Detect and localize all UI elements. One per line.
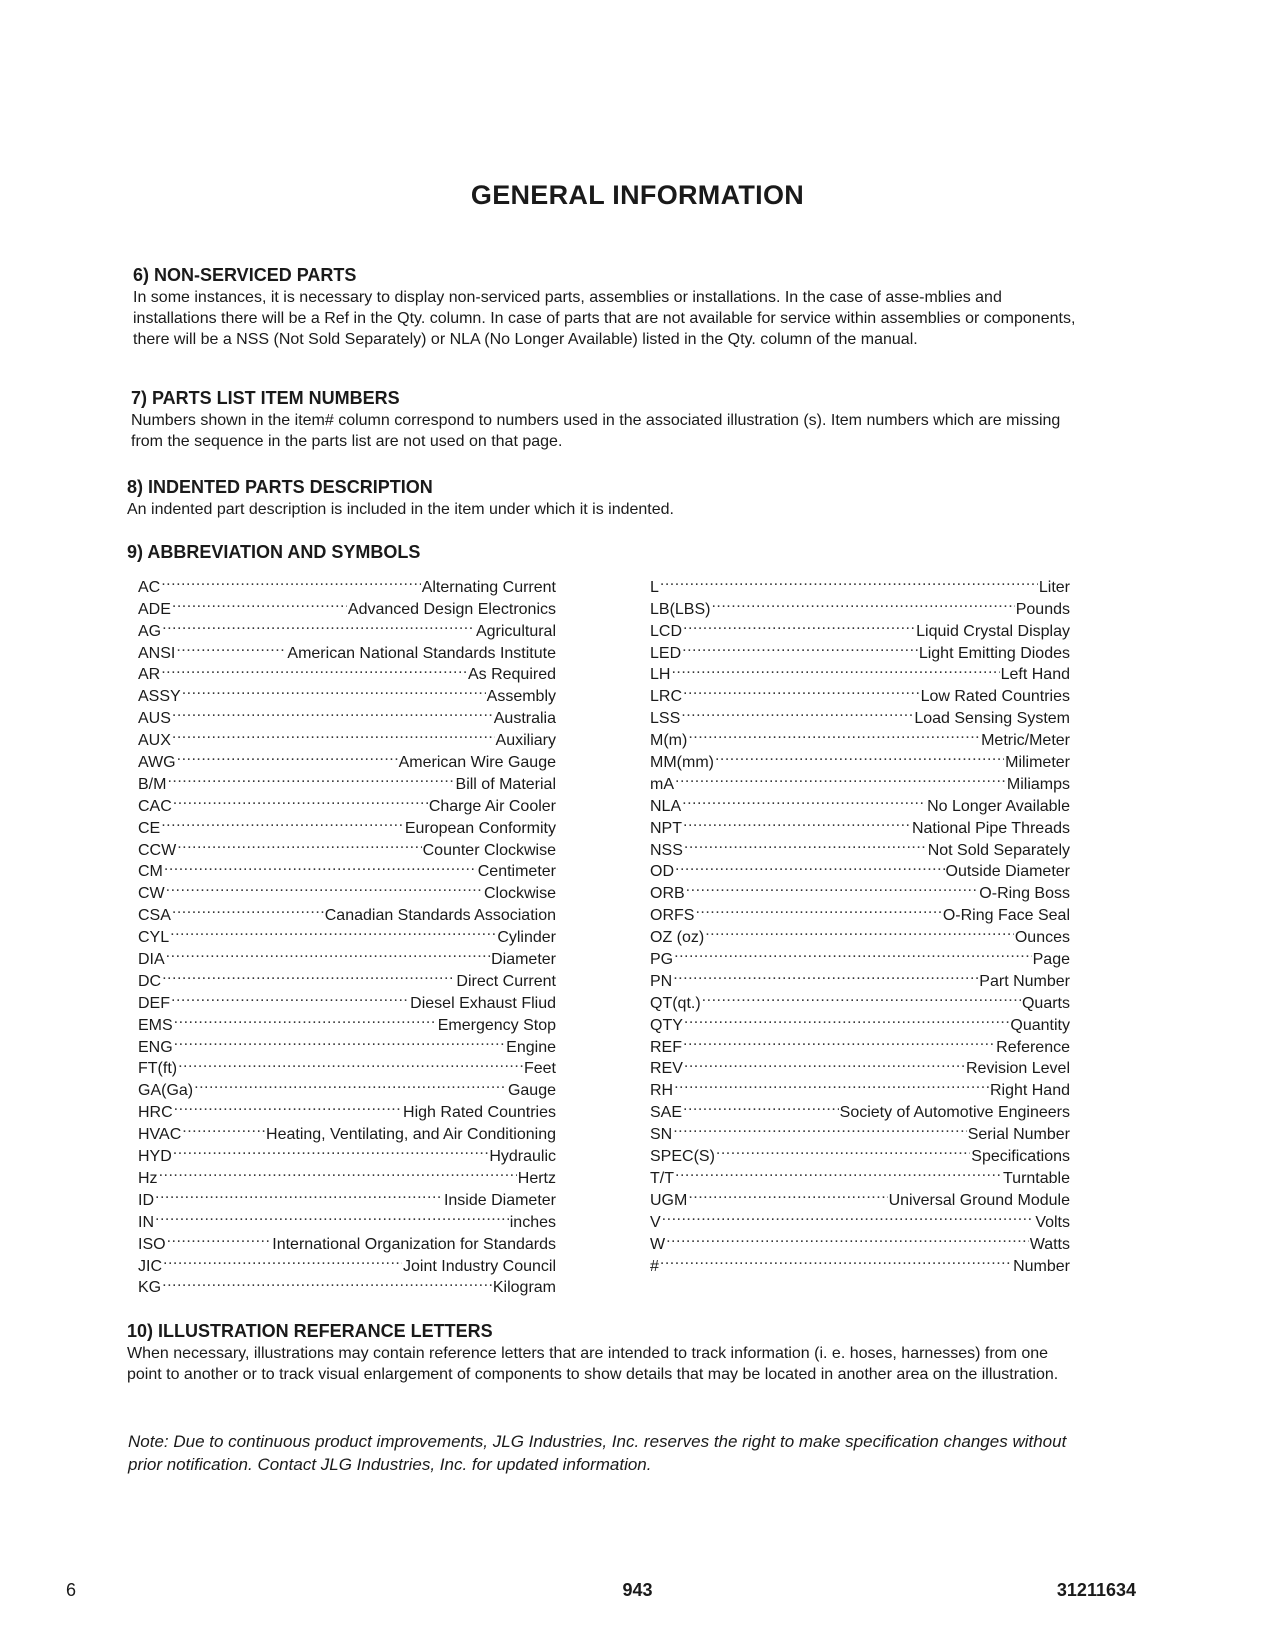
dot-leader	[167, 767, 454, 789]
abbreviation-term: EMS	[138, 1016, 173, 1034]
abbreviation-term: ID	[138, 1191, 154, 1209]
abbreviation-row	[650, 592, 1070, 618]
section-text: When necessary, illustrations may contain reference letters that are intended to track information (i. e. hoses, harnesses) from one point to another or to track visual enlargement of components to show details that may be located in another area on the illustration.	[127, 1345, 1059, 1383]
abbreviation-meaning: Right Hand	[989, 1082, 1070, 1100]
abbreviation-term: LED	[650, 644, 682, 662]
abbreviation-row	[138, 723, 556, 750]
dot-leader	[660, 570, 1038, 592]
abbreviation-meaning: Ounces	[1014, 929, 1070, 947]
dot-leader	[174, 1008, 437, 1030]
dot-leader	[688, 723, 980, 745]
dot-leader	[174, 1095, 402, 1117]
abbreviation-term: CSA	[138, 907, 171, 925]
abbreviation-term: DEF	[138, 994, 170, 1012]
abbreviation-term: LB(LBS)	[650, 600, 711, 618]
abbreviation-meaning: European Conformity	[404, 819, 556, 837]
abbreviation-meaning: Counter Clockwise	[422, 841, 556, 859]
abbreviation-row	[650, 1227, 1070, 1253]
dot-leader	[683, 811, 911, 833]
dot-leader	[662, 1205, 1035, 1227]
dot-leader	[702, 986, 1021, 1008]
abbreviation-meaning: Centimeter	[477, 863, 556, 881]
abbreviation-meaning: Miliamps	[1006, 775, 1070, 793]
abbreviation-meaning: Agricultural	[475, 622, 556, 640]
abbreviation-meaning: Pounds	[1015, 600, 1070, 618]
dot-leader	[162, 614, 475, 636]
abbreviation-term: SAE	[650, 1104, 683, 1122]
dot-leader	[675, 1161, 1002, 1183]
abbreviation-meaning: Assembly	[486, 688, 556, 706]
dot-leader	[683, 679, 920, 701]
abbreviation-meaning: National Pipe Threads	[911, 819, 1070, 837]
abbreviation-row	[138, 1095, 556, 1122]
dot-leader	[681, 701, 913, 723]
dot-leader	[686, 876, 979, 898]
abbreviation-meaning: International Organization for Standards	[272, 1235, 556, 1253]
abbreviation-term: IN	[138, 1213, 154, 1231]
section-heading: 10) ILLUSTRATION REFERANCE LETTERS	[127, 1321, 493, 1341]
abbreviation-term: #	[650, 1257, 659, 1275]
dot-leader	[174, 1030, 506, 1052]
abbreviation-meaning: As Required	[467, 666, 556, 684]
abbreviation-meaning: inches	[509, 1213, 556, 1231]
abbreviation-meaning: Not Sold Separately	[927, 841, 1070, 859]
abbreviation-meaning: Hertz	[517, 1169, 556, 1187]
abbreviation-row	[138, 1073, 556, 1100]
abbreviation-meaning: High Rated Countries	[403, 1104, 556, 1122]
abbreviation-term: AUS	[138, 710, 171, 728]
abbreviation-meaning: Joint Industry Council	[403, 1257, 556, 1275]
abbreviation-meaning: Engine	[506, 1038, 556, 1056]
dot-leader	[674, 1073, 989, 1095]
dot-leader	[172, 701, 493, 723]
dot-leader	[683, 614, 915, 636]
abbreviation-term: JIC	[138, 1257, 162, 1275]
abbreviation-meaning: Canadian Standards Association	[324, 907, 556, 925]
abbreviation-meaning: Universal Ground Module	[888, 1191, 1070, 1209]
dot-leader	[675, 767, 1006, 789]
abbreviation-term: L	[650, 578, 659, 596]
abbreviation-term: NPT	[650, 819, 682, 837]
abbreviation-term: CYL	[138, 929, 170, 947]
abbreviation-term: AR	[138, 666, 161, 684]
abbreviation-term: ORB	[650, 885, 685, 903]
section-text: Numbers shown in the item# column correspond to numbers used in the associated illustration (s). Item numbers which are missing from the sequence in the parts list are not used on that page.	[131, 412, 1061, 450]
dot-leader	[167, 1227, 272, 1249]
abbreviation-term: HYD	[138, 1148, 172, 1166]
dot-leader	[684, 1008, 1010, 1030]
footer-page-label: 6	[66, 1580, 77, 1600]
abbreviation-row	[650, 1249, 1070, 1275]
abbreviation-meaning: Watts	[1029, 1235, 1070, 1253]
abbreviation-meaning: Liter	[1038, 578, 1070, 596]
abbreviation-meaning: Load Sensing System	[914, 710, 1070, 728]
abbreviation-term: HVAC	[138, 1126, 182, 1144]
abbreviation-term: KG	[138, 1279, 162, 1297]
dot-leader	[178, 1052, 523, 1074]
abbreviation-term: FT(ft)	[138, 1060, 178, 1078]
section-heading: 8) INDENTED PARTS DESCRIPTION	[127, 477, 433, 497]
abbreviation-meaning: Heating, Ventilating, and Air Conditioning	[266, 1126, 556, 1144]
dot-leader	[155, 1205, 509, 1227]
abbreviation-meaning: Reference	[996, 1038, 1070, 1056]
abbreviation-meaning: Volts	[1035, 1213, 1070, 1231]
abbreviation-meaning: Liquid Crystal Display	[916, 622, 1070, 640]
dot-leader	[161, 658, 467, 680]
dot-leader	[666, 1227, 1029, 1249]
abbreviation-meaning: Bill of Material	[455, 775, 556, 793]
abbreviation-term: mA	[650, 775, 674, 793]
abbreviation-meaning: Metric/Meter	[981, 732, 1070, 750]
dot-leader	[173, 1139, 489, 1161]
abbreviation-meaning: Auxiliary	[495, 732, 556, 750]
abbreviation-term: SN	[650, 1126, 673, 1144]
abbreviation-meaning: Diesel Exhaust Fliud	[410, 994, 556, 1012]
abbreviation-term: PG	[650, 951, 674, 969]
dot-leader	[671, 658, 999, 680]
dot-leader	[173, 789, 428, 811]
abbreviation-term: NSS	[650, 841, 683, 859]
abbreviation-row	[650, 614, 1070, 640]
abbreviation-row	[138, 1161, 556, 1187]
abbreviation-term: LCD	[650, 622, 683, 640]
section-text: An indented part description is included in the item under which it is indented.	[127, 501, 674, 518]
abbreviation-term: LRC	[650, 688, 683, 706]
abbreviation-term: MM(mm)	[650, 754, 714, 772]
abbreviation-meaning: Charge Air Cooler	[428, 797, 556, 815]
abbreviation-term: AUX	[138, 732, 171, 750]
dot-leader	[695, 898, 941, 920]
section-heading: 6) NON-SERVICED PARTS	[133, 265, 357, 285]
abbreviation-term: W	[650, 1235, 666, 1253]
abbreviation-meaning: Cylinder	[497, 929, 556, 947]
dot-leader	[161, 570, 420, 592]
abbreviation-meaning: American Wire Gauge	[398, 754, 556, 772]
abbreviation-term: Hz	[138, 1169, 158, 1187]
abbreviation-term: ASSY	[138, 688, 181, 706]
abbreviation-term: ADE	[138, 600, 171, 618]
abbreviation-term: CM	[138, 863, 163, 881]
abbreviation-term: B/M	[138, 775, 167, 793]
abbreviation-term: OZ (oz)	[650, 929, 705, 947]
section-heading: 7) PARTS LIST ITEM NUMBERS	[131, 388, 400, 408]
abbreviation-meaning: Quantity	[1010, 1016, 1070, 1034]
dot-leader	[182, 1117, 265, 1139]
abbreviation-meaning: Number	[1013, 1257, 1070, 1275]
abbreviation-term: AC	[138, 578, 161, 596]
abbreviation-meaning: Feet	[523, 1060, 556, 1078]
abbreviation-row	[138, 942, 556, 969]
section-abbreviations	[127, 542, 1087, 564]
abbreviation-meaning: Part Number	[979, 972, 1070, 990]
dot-leader	[176, 636, 286, 658]
abbreviation-meaning: Left Hand	[1000, 666, 1070, 684]
abbreviation-row	[138, 1227, 556, 1253]
abbreviation-term: DC	[138, 972, 162, 990]
abbreviation-term: RH	[650, 1082, 674, 1100]
abbreviation-term: ENG	[138, 1038, 173, 1056]
dot-leader	[684, 833, 927, 855]
abbreviation-term: LH	[650, 666, 671, 684]
dot-leader	[715, 745, 1004, 767]
dot-leader	[155, 1183, 443, 1205]
dot-leader	[164, 855, 477, 877]
abbreviation-term: NLA	[650, 797, 682, 815]
abbreviation-row	[650, 920, 1070, 947]
abbreviation-term: HRC	[138, 1104, 173, 1122]
abbreviation-term: CCW	[138, 841, 177, 859]
abbreviation-list-right	[650, 570, 1070, 1275]
abbreviation-row	[650, 986, 1070, 1012]
dot-leader	[166, 942, 490, 964]
abbreviation-row	[650, 942, 1070, 969]
section-non-serviced-parts	[133, 265, 1083, 350]
abbreviation-term: QT(qt.)	[650, 994, 701, 1012]
abbreviation-meaning: Quarts	[1021, 994, 1070, 1012]
dot-leader	[172, 723, 495, 745]
abbreviation-row	[138, 1183, 556, 1209]
dot-leader	[674, 942, 1032, 964]
abbreviation-row	[650, 1008, 1070, 1034]
abbreviation-meaning: Hydraulic	[489, 1148, 556, 1166]
abbreviation-meaning: Gauge	[507, 1082, 556, 1100]
abbreviation-term: OD	[650, 863, 674, 881]
dot-leader	[675, 855, 945, 877]
abbreviation-meaning: Kilogram	[492, 1279, 556, 1297]
abbreviation-meaning: Australia	[493, 710, 556, 728]
note-text: Note: Due to continuous product improvements, JLG Industries, Inc. reserves the right to make specification changes without prior notification. Contact JLG Industries, Inc. for updated information.	[128, 1432, 1067, 1474]
abbreviation-row	[650, 570, 1070, 596]
abbreviation-meaning: Page	[1032, 951, 1070, 969]
section-text: In some instances, it is necessary to display non-serviced parts, assemblies or installations. In the case of asse-mblies and installations there will be a Ref in the Qty. column. In case of parts that are not available for service within assemblies or components, there will be a NSS (Not Sold Separately) or NLA (No Longer Available) listed in the Qty. column of the manual.	[133, 289, 1076, 348]
abbreviation-term: REV	[650, 1060, 683, 1078]
dot-leader	[716, 1139, 970, 1161]
footer-doc-number: 31211634	[1056, 1580, 1136, 1600]
dot-leader	[161, 811, 404, 833]
dot-leader	[673, 1117, 967, 1139]
abbreviation-term: V	[650, 1213, 661, 1231]
abbreviation-term: ISO	[138, 1235, 166, 1253]
dot-leader	[172, 898, 324, 920]
abbreviation-term: REF	[650, 1038, 682, 1056]
abbreviation-meaning: Inside Diameter	[443, 1191, 556, 1209]
abbreviation-meaning: O-Ring Boss	[979, 885, 1070, 903]
dot-leader	[682, 636, 918, 658]
abbreviation-meaning: Outside Diameter	[945, 863, 1070, 881]
dot-leader	[171, 986, 409, 1008]
dot-leader	[166, 876, 483, 898]
abbreviation-term: T/T	[650, 1169, 674, 1187]
abbreviation-term: CE	[138, 819, 161, 837]
dot-leader	[660, 1249, 1012, 1271]
dot-leader	[673, 964, 978, 986]
abbreviation-row	[138, 745, 556, 772]
abbreviation-term: DIA	[138, 951, 165, 969]
abbreviation-meaning: Advanced Design Electronics	[347, 600, 556, 618]
abbreviation-meaning: Alternating Current	[421, 578, 556, 596]
abbreviation-meaning: Emergency Stop	[437, 1016, 556, 1034]
abbreviation-meaning: Clockwise	[483, 885, 556, 903]
dot-leader	[683, 1095, 839, 1117]
section-heading: 9) ABBREVIATION AND SYMBOLS	[127, 542, 421, 562]
abbreviation-meaning: Low Rated Countries	[920, 688, 1070, 706]
dot-leader	[682, 789, 926, 811]
dot-leader	[172, 592, 347, 614]
abbreviation-meaning: Revision Level	[965, 1060, 1070, 1078]
abbreviation-row	[650, 1030, 1070, 1056]
dot-leader	[159, 1161, 517, 1183]
abbreviation-term: SPEC(S)	[650, 1148, 715, 1166]
abbreviation-row	[138, 1052, 556, 1078]
abbreviation-row	[138, 1030, 556, 1056]
dot-leader	[177, 833, 421, 855]
abbreviation-meaning: Light Emitting Diodes	[918, 644, 1070, 662]
abbreviation-row	[138, 1205, 556, 1231]
dot-leader	[177, 745, 398, 767]
section-illustration-reference-letters	[127, 1321, 1087, 1385]
abbreviation-meaning: Direct Current	[456, 972, 556, 990]
abbreviation-meaning: Diameter	[491, 951, 556, 969]
abbreviation-term: QTY	[650, 1016, 683, 1034]
abbreviation-term: AG	[138, 622, 162, 640]
dot-leader	[162, 964, 455, 986]
section-parts-list-item-numbers	[131, 388, 1091, 452]
abbreviation-meaning: No Longer Available	[927, 797, 1070, 815]
abbreviation-term: PN	[650, 972, 673, 990]
dot-leader	[705, 920, 1014, 942]
abbreviation-term: M(m)	[650, 732, 688, 750]
abbreviation-meaning: O-Ring Face Seal	[942, 907, 1070, 925]
dot-leader	[170, 920, 496, 942]
abbreviation-meaning: Milimeter	[1005, 754, 1070, 772]
abbreviation-row	[650, 964, 1070, 990]
dot-leader	[162, 1271, 492, 1293]
abbreviation-term: ORFS	[650, 907, 695, 925]
footer-page-number: 943	[622, 1580, 653, 1600]
section-indented-parts-description	[127, 477, 1087, 520]
dot-leader	[163, 1249, 402, 1271]
dot-leader	[182, 679, 486, 701]
abbreviation-term: UGM	[650, 1191, 688, 1209]
dot-leader	[194, 1073, 507, 1095]
dot-leader	[684, 1052, 965, 1074]
dot-leader	[688, 1183, 887, 1205]
abbreviation-meaning: Specifications	[971, 1148, 1070, 1166]
abbreviation-row	[138, 570, 556, 596]
dot-leader	[711, 592, 1014, 614]
abbreviation-meaning: Serial Number	[967, 1126, 1070, 1144]
abbreviation-term: GA(Ga)	[138, 1082, 194, 1100]
abbreviation-meaning: Turntable	[1003, 1169, 1070, 1187]
dot-leader	[683, 1030, 995, 1052]
abbreviation-term: CW	[138, 885, 165, 903]
abbreviation-row	[138, 920, 556, 947]
abbreviation-term: AWG	[138, 754, 176, 772]
abbreviation-term: LSS	[650, 710, 681, 728]
abbreviation-row	[650, 1205, 1070, 1231]
abbreviation-meaning: Society of Automotive Engineers	[839, 1104, 1070, 1122]
abbreviation-meaning: American National Standards Institute	[287, 644, 556, 662]
abbreviation-term: ANSI	[138, 644, 176, 662]
abbreviation-list-left	[138, 570, 556, 1297]
abbreviation-term: CAC	[138, 797, 172, 815]
page-title: GENERAL INFORMATION	[470, 180, 805, 210]
